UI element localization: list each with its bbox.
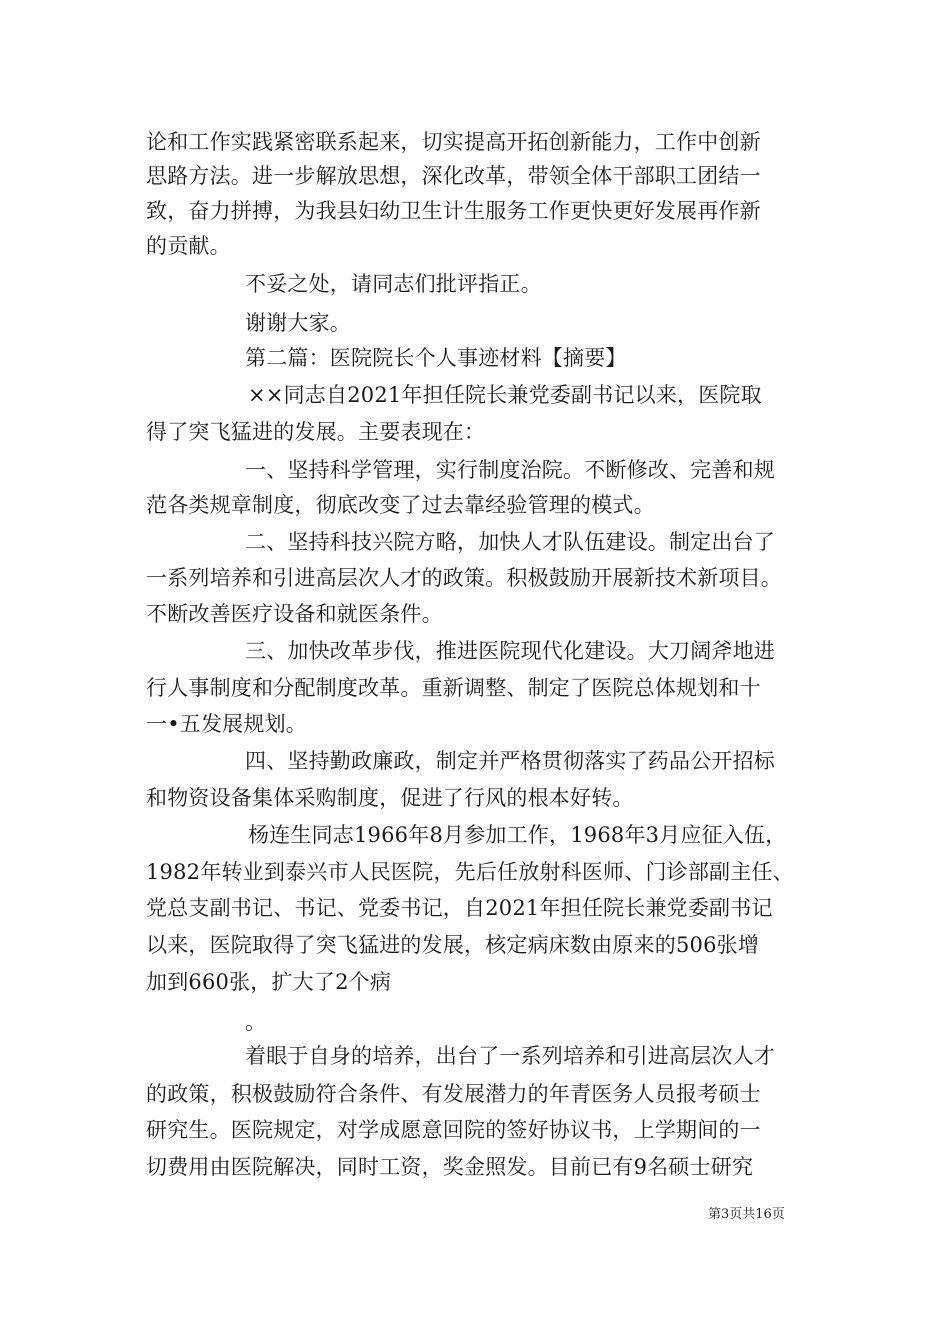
section-heading: 第二篇：医院院长个人事迹材料【摘要】 [245,346,627,370]
page-number-footer: 第3页共16页 [708,1207,785,1222]
text-line: 党总支副书记、书记、党委书记，自2021年担任院长兼党委副书记 [146,896,773,920]
text-line: 谢谢大家。 [245,311,351,335]
text-line: 范各类规章制度，彻底改变了过去靠经验管理的模式。 [146,493,655,517]
text-line: 行人事制度和分配制度改革。重新调整、制定了医院总体规划和十 [146,676,761,700]
text-line: 不妥之处，请同志们批评指正。 [245,272,542,296]
text-line: ××同志自2021年担任院长兼党委副书记以来，医院取 [248,383,762,407]
text-line: 得了突飞猛进的发展。主要表现在： [146,420,486,444]
text-line: 研究生。医院规定，对学成愿意回院的签好协议书，上学期间的一 [146,1118,761,1142]
text-line: 的贡献。 [146,234,231,258]
text-line: 着眼于自身的培养，出台了一系列培养和引进高层次人才 [245,1044,775,1068]
text-line: 不断改善医疗设备和就医条件。 [146,602,443,626]
text-line: 一、坚持科学管理，实行制度治院。不断修改、完善和规 [245,458,775,482]
text-line: 杨连生同志1966年8月参加工作，1968年3月应征入伍， [248,823,787,847]
text-line: 思路方法。进一步解放思想，深化改革，带领全体干部职工团结一 [146,164,761,188]
text-line: 三、加快改革步伐，推进医院现代化建设。大刀阔斧地进 [245,639,775,663]
text-line: 1982年转业到泰兴市人民医院，先后任放射科医师、门诊部副主任、 [146,860,794,884]
text-line: 。 [245,1010,267,1034]
text-line: 加到660张，扩大了2个病 [146,970,392,994]
text-line: 的政策，积极鼓励符合条件、有发展潜力的年青医务人员报考硕士 [146,1082,761,1106]
text-line: 以来，医院取得了突飞猛进的发展，核定病床数由原来的506张增 [146,933,760,957]
text-line: 致，奋力拼搏，为我县妇幼卫生计生服务工作更快更好发展再作新 [146,199,761,223]
text-line: 一•五发展规划。 [146,712,307,736]
text-line: 一系列培养和引进高层次人才的政策。积极鼓励开展新技术新项目。 [146,566,782,590]
text-line: 四、坚持勤政廉政，制定并严格贯彻落实了药品公开招标 [245,749,775,773]
text-line: 二、坚持科技兴院方略，加快人才队伍建设。制定出台了 [245,530,775,554]
text-line: 论和工作实践紧密联系起来，切实提高开拓创新能力，工作中创新 [146,130,761,154]
text-line: 切费用由医院解决，同时工资，奖金照发。目前已有9名硕士研究 [146,1155,754,1179]
text-line: 和物资设备集体采购制度，促进了行风的根本好转。 [146,786,634,810]
